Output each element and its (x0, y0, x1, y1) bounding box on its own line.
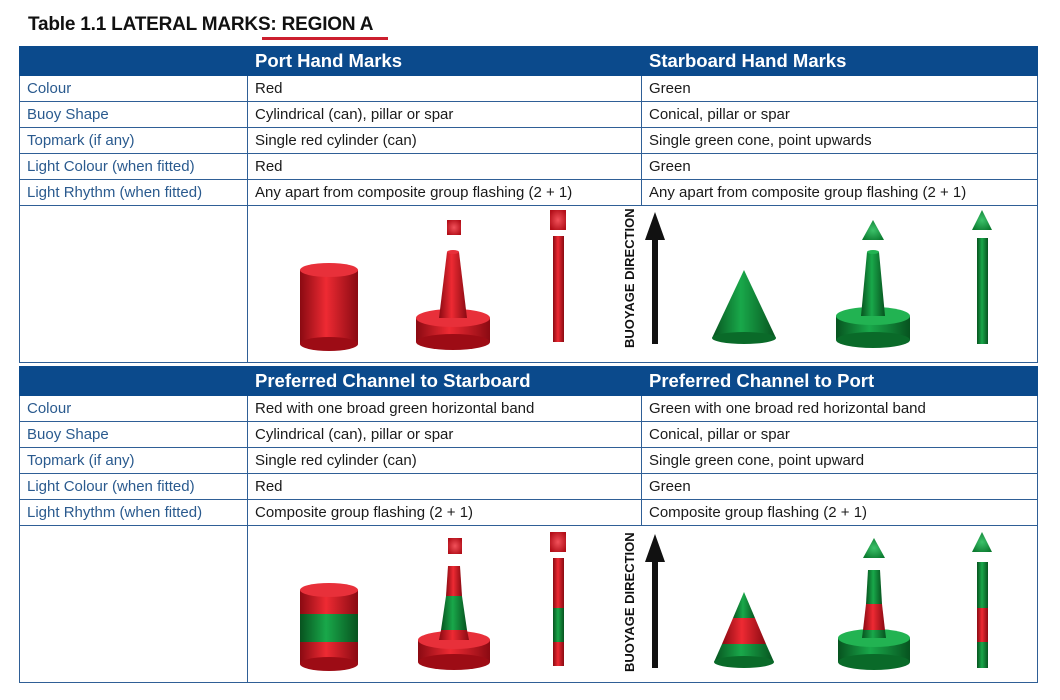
pref-port-spar-buoy-illustration (972, 532, 992, 668)
header-preferred-port: Preferred Channel to Port (642, 367, 1038, 396)
buoyage-direction-label: BUOYAGE DIRECTION (622, 208, 637, 348)
cell-port-light-rhythm: Any apart from composite group flashing (2 + 1) (248, 180, 642, 206)
pref-stbd-pillar-buoy-illustration (418, 538, 490, 670)
row-label-buoy-shape: Buoy Shape (20, 422, 248, 448)
cell-starboard-light-colour: Green (642, 154, 1038, 180)
cell-pref-stbd-buoy-shape: Cylindrical (can), pillar or spar (248, 422, 642, 448)
row-label-light-rhythm: Light Rhythm (when fitted) (20, 500, 248, 526)
cell-pref-stbd-light-rhythm: Composite group flashing (2 + 1) (248, 500, 642, 526)
image-row-empty (20, 526, 248, 683)
cell-starboard-buoy-shape: Conical, pillar or spar (642, 102, 1038, 128)
row-label-colour: Colour (20, 76, 248, 102)
row-label-topmark: Topmark (if any) (20, 128, 248, 154)
cell-pref-stbd-colour: Red with one broad green horizontal band (248, 396, 642, 422)
header-preferred-starboard: Preferred Channel to Starboard (248, 367, 642, 396)
port-can-buoy-illustration (300, 263, 358, 351)
row-label-buoy-shape: Buoy Shape (20, 102, 248, 128)
cell-port-buoy-shape: Cylindrical (can), pillar or spar (248, 102, 642, 128)
cell-starboard-topmark: Single green cone, point upwards (642, 128, 1038, 154)
pref-port-pillar-buoy-illustration (838, 538, 910, 670)
buoyage-direction-arrow (622, 208, 665, 348)
row-label-light-rhythm: Light Rhythm (when fitted) (20, 180, 248, 206)
cell-pref-port-light-colour: Green (642, 474, 1038, 500)
row-label-topmark: Topmark (if any) (20, 448, 248, 474)
table-title: Table 1.1 LATERAL MARKS: REGION A (28, 14, 374, 35)
starboard-spar-buoy-illustration (972, 210, 992, 344)
cell-port-topmark: Single red cylinder (can) (248, 128, 642, 154)
pref-stbd-can-buoy-illustration (300, 583, 358, 671)
cell-pref-stbd-light-colour: Red (248, 474, 642, 500)
header-empty (20, 47, 248, 76)
cell-pref-port-light-rhythm: Composite group flashing (2 + 1) (642, 500, 1038, 526)
image-row-buoys-1 (248, 206, 1038, 363)
cell-port-light-colour: Red (248, 154, 642, 180)
row-label-light-colour: Light Colour (when fitted) (20, 474, 248, 500)
cell-pref-stbd-topmark: Single red cylinder (can) (248, 448, 642, 474)
cell-port-colour: Red (248, 76, 642, 102)
lateral-marks-table-section-1 (19, 46, 1038, 363)
title-underline (262, 37, 388, 40)
cell-starboard-light-rhythm: Any apart from composite group flashing (2 + 1) (642, 180, 1038, 206)
pref-stbd-spar-buoy-illustration (550, 532, 566, 666)
row-label-colour: Colour (20, 396, 248, 422)
image-row-buoys-2 (248, 526, 1038, 683)
row-label-light-colour: Light Colour (when fitted) (20, 154, 248, 180)
port-spar-buoy-illustration (550, 210, 566, 342)
cell-starboard-colour: Green (642, 76, 1038, 102)
cell-pref-port-colour: Green with one broad red horizontal band (642, 396, 1038, 422)
image-row-empty (20, 206, 248, 363)
buoyage-direction-label: BUOYAGE DIRECTION (622, 532, 637, 672)
pref-port-conical-buoy-illustration (714, 592, 774, 668)
starboard-pillar-buoy-illustration (836, 220, 910, 348)
header-port-hand: Port Hand Marks (248, 47, 642, 76)
cell-pref-port-buoy-shape: Conical, pillar or spar (642, 422, 1038, 448)
header-starboard-hand: Starboard Hand Marks (642, 47, 1038, 76)
lateral-marks-table-section-2 (19, 366, 1038, 683)
starboard-conical-buoy-illustration (712, 270, 776, 344)
header-empty (20, 367, 248, 396)
port-pillar-buoy-illustration (416, 220, 490, 350)
buoyage-direction-arrow (622, 532, 665, 672)
cell-pref-port-topmark: Single green cone, point upward (642, 448, 1038, 474)
